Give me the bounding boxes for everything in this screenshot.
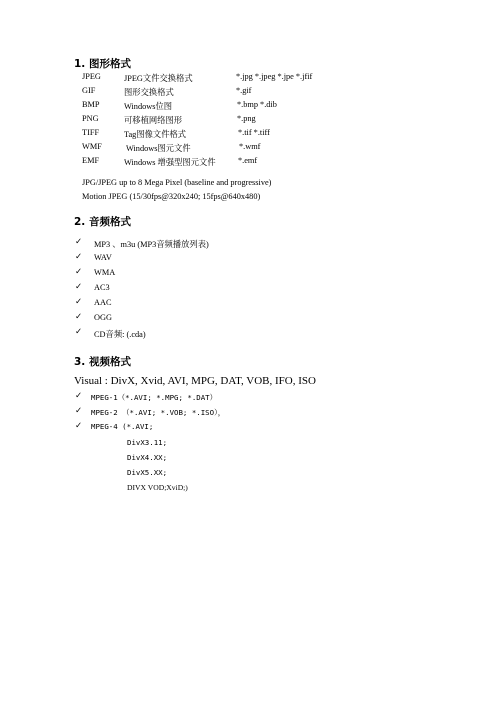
checkmark-icon: ✓ <box>75 391 83 401</box>
list-item-label: MPEG-1（*.AVI; *.MPG; *.DAT） <box>91 393 218 402</box>
format-description: Windows位图 <box>124 102 173 111</box>
sub-item: DIVX VOD;XviD;) <box>127 483 188 492</box>
format-description: JPEG文件交换格式 <box>124 74 193 83</box>
format-name: PNG <box>82 114 99 123</box>
format-name: JPEG <box>82 72 101 81</box>
format-description: 可移植网络图形 <box>124 116 183 125</box>
list-item-label: CD音频: (.cda) <box>94 330 146 339</box>
checkmark-icon: ✓ <box>75 252 83 262</box>
list-item-label: WMA <box>94 268 116 277</box>
image-formats-heading: 1. 图形格式 <box>74 58 131 70</box>
format-name: BMP <box>82 100 100 109</box>
format-description: Windows 增强型图元文件 <box>124 158 216 167</box>
checkmark-icon: ✓ <box>75 406 83 416</box>
format-extensions: *.png <box>237 114 256 123</box>
format-description: Windows图元文件 <box>126 144 191 153</box>
checkmark-icon: ✓ <box>75 297 83 307</box>
audio-formats-heading: 2. 音频格式 <box>74 216 131 228</box>
checkmark-icon: ✓ <box>75 282 83 292</box>
list-item-label: MPEG-4 (*.AVI; <box>91 422 154 431</box>
format-extensions: *.wmf <box>239 142 261 151</box>
checkmark-icon: ✓ <box>75 237 83 247</box>
list-item-label: AAC <box>94 298 112 307</box>
sub-item: DivX5.XX; <box>127 468 168 477</box>
list-item-label: WAV <box>94 253 112 262</box>
checkmark-icon: ✓ <box>75 312 83 322</box>
format-description: Tag图像文件格式 <box>124 130 187 139</box>
format-extensions: *.gif <box>236 86 252 95</box>
image-note: Motion JPEG (15/30fps@320x240; 15fps@640x480) <box>82 192 261 201</box>
list-item-label: MPEG-2 （*.AVI; *.VOB; *.ISO）， <box>91 408 226 417</box>
format-extensions: *.tif *.tiff <box>238 128 270 137</box>
format-description: 图形交换格式 <box>124 88 174 97</box>
sub-item: DivX3.11; <box>127 438 168 447</box>
list-item-label: AC3 <box>94 283 110 292</box>
sub-item: DivX4.XX; <box>127 453 168 462</box>
checkmark-icon: ✓ <box>75 267 83 277</box>
list-item-label: MP3 、m3u (MP3音频播放列表) <box>94 240 209 249</box>
format-name: TIFF <box>82 128 100 137</box>
list-item-label: OGG <box>94 313 112 322</box>
visual-formats-line: Visual : DivX, Xvid, AVI, MPG, DAT, VOB, IFO, ISO <box>74 375 316 387</box>
format-name: GIF <box>82 86 96 95</box>
format-name: EMF <box>82 156 100 165</box>
image-note: JPG/JPEG up to 8 Mega Pixel (baseline and progressive) <box>82 178 272 187</box>
checkmark-icon: ✓ <box>75 327 83 337</box>
format-extensions: *.jpg *.jpeg *.jpe *.jfif <box>236 72 313 81</box>
format-name: WMF <box>82 142 102 151</box>
checkmark-icon: ✓ <box>75 421 83 431</box>
format-extensions: *.emf <box>238 156 258 165</box>
format-extensions: *.bmp *.dib <box>237 100 277 109</box>
video-formats-heading: 3. 视频格式 <box>74 356 131 368</box>
